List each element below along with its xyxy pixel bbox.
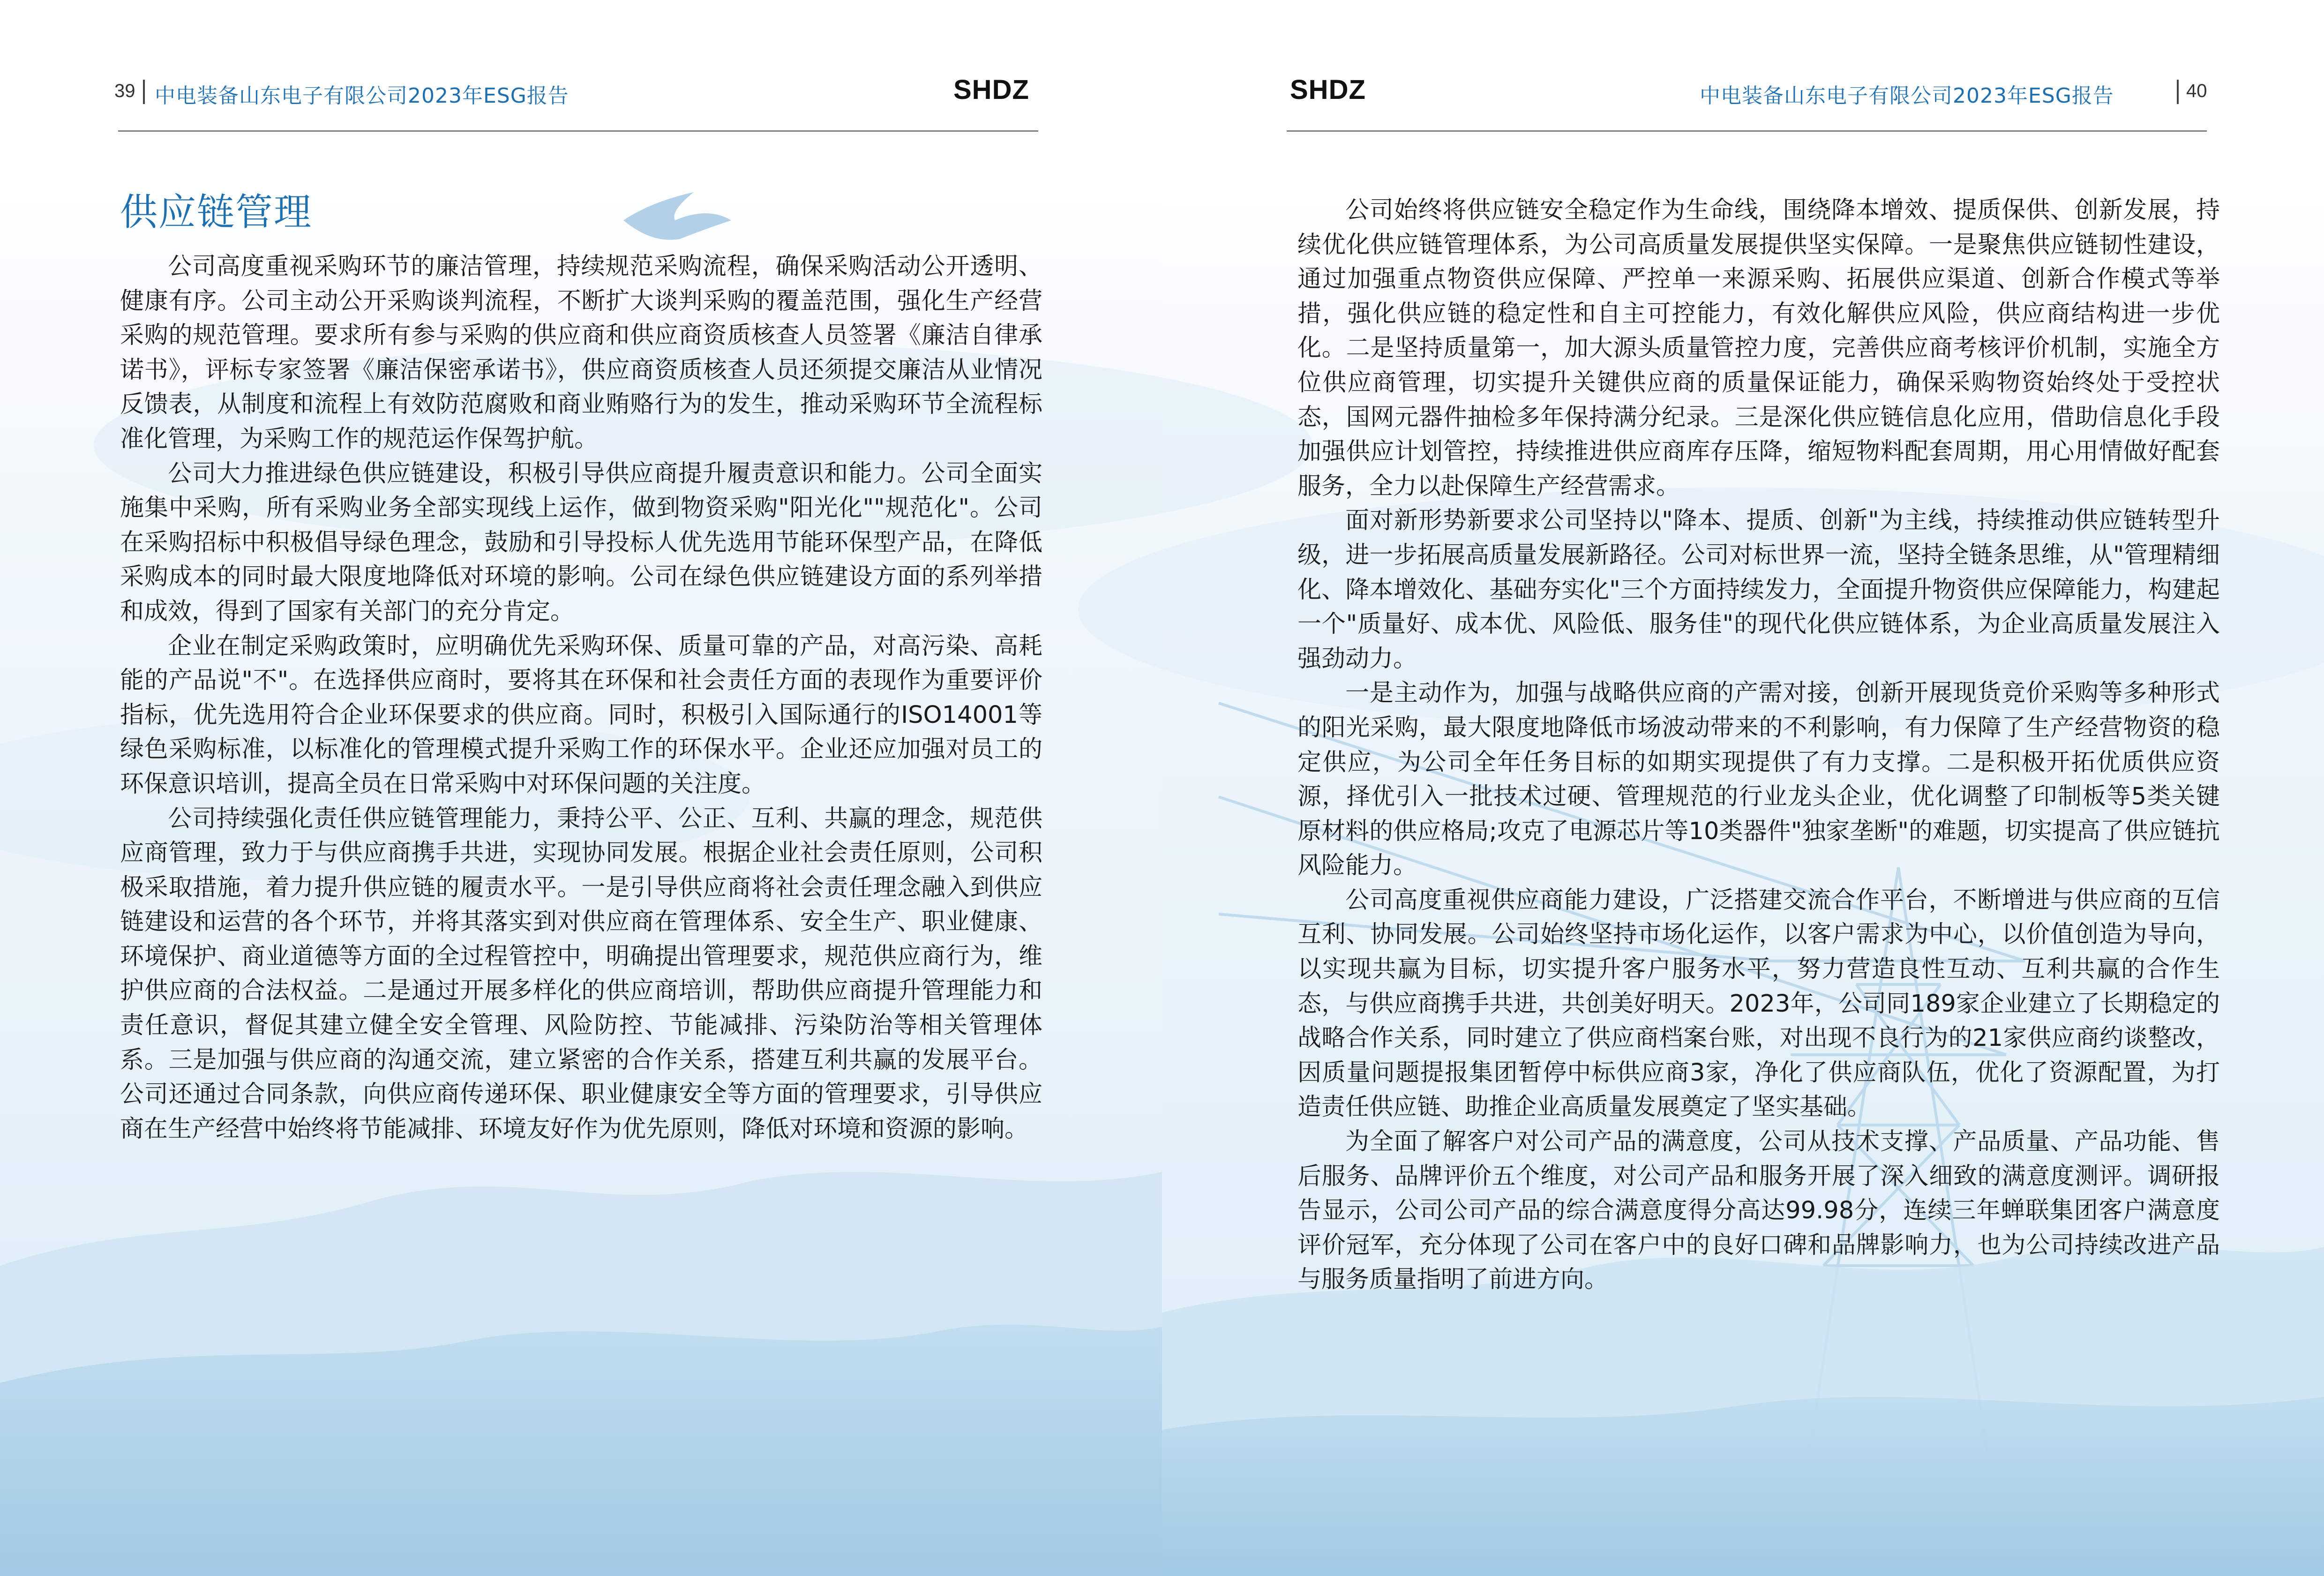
paragraph: 一是主动作为，加强与战略供应商的产需对接，创新开展现货竞价采购等多种形式的阳光采购，最大限度地降低市场波动带来的不利影响，有力保障了生产经营物资的稳定供应，为公司全年任务目标的如期实现提供了有力支撑。二是积极开拓优质供应资源，择优引入一批技术过硬、管理规范的行业龙头企业，优化调整了印制板等5类关键原材料的供应格局;攻克了电源芯片等10类器件"独家垄断"的难题，切实提高了供应链抗风险能力。 — [1297, 679, 2220, 880]
page-number-right: 40 — [2186, 81, 2207, 101]
header-rule-right — [1287, 130, 2207, 132]
paragraph: 公司持续强化责任供应链管理能力，秉持公平、公正、互利、共赢的理念，规范供应商管理，致力于与供应商携手共进，实现协同发展。根据企业社会责任原则，公司积极采取措施，着力提升供应链的履责水平。一是引导供应商将社会责任理念融入到供应链建设和运营的各个环节，并将其落实到对供应商在管理体系、安全生产、职业健康、环境保护、商业道德等方面的全过程管控中，明确提出管理要求，规范供应商行为，维护供应商的合法权益。二是通过开展多样化的供应商培训，帮助供应商提升管理能力和责任意识，督促其建立健全安全管理、风险防控、节能减排、污染防治等相关管理体系。三是加强与供应商的沟通交流，建立紧密的合作关系，搭建互利共赢的发展平台。公司还通过合同条款，向供应商传递环保、职业健康安全等方面的管理要求，引导供应商在生产经营中始终将节能减排、环境友好作为优先原则，降低对环境和资源的影响。 — [120, 804, 1042, 1143]
header-separator-right — [2177, 80, 2179, 104]
paragraph: 公司始终将供应链安全稳定作为生命线，围绕降本增效、提质保供、创新发展，持续优化供应链管理体系，为公司高质量发展提供坚实保障。一是聚焦供应链韧性建设，通过加强重点物资供应保障、严控单一来源采购、拓展供应渠道、创新合作模式等举措，强化供应链的稳定性和自主可控能力，有效化解供应风险，供应商结构进一步优化。二是坚持质量第一，加大源头质量管控力度，完善供应商考核评价机制，实施全方位供应商管理，切实提升关键供应商的质量保证能力，确保采购物资始终处于受控状态，国网元器件抽检多年保持满分纪录。三是深化供应链信息化应用，借助信息化手段加强供应计划管控，持续推进供应商库存压降，缩短物料配套周期，用心用情做好配套服务，全力以赴保障生产经营需求。 — [1297, 196, 2220, 500]
paragraph: 企业在制定采购政策时，应明确优先采购环保、质量可靠的产品，对高污染、高耗能的产品说"不"。在选择供应商时，要将其在环保和社会责任方面的表现作为重要评价指标，优先选用符合企业环保要求的供应商。同时，积极引入国际通行的ISO14001等绿色采购标准，以标准化的管理模式提升采购工作的环保水平。企业还应加强对员工的环保意识培训，提高全员在日常采购中对环保问题的关注度。 — [120, 632, 1042, 798]
report-title-left: 中电装备山东电子有限公司2023年ESG报告 — [155, 84, 569, 108]
paragraph: 公司高度重视采购环节的廉洁管理，持续规范采购流程，确保采购活动公开透明、健康有序。公司主动公开采购谈判流程，不断扩大谈判采购的覆盖范围，强化生产经营采购的规范管理。要求所有参与采购的供应商和供应商资质核查人员签署《廉洁自律承诺书》，评标专家签署《廉洁保密承诺书》，供应商资质核查人员还须提交廉洁从业情况反馈表，从制度和流程上有效防范腐败和商业贿赂行为的发生，推动采购环节全流程标准化管理，为采购工作的规范运作保驾护航。 — [120, 253, 1042, 453]
right-body-text — [1297, 193, 2220, 1297]
brand-logo-right: SHDZ — [1290, 75, 1366, 105]
section-title: 供应链管理 — [120, 190, 312, 234]
paragraph: 公司大力推进绿色供应链建设，积极引导供应商提升履责意识和能力。公司全面实施集中采购，所有采购业务全部实现线上运作，做到物资采购"阳光化""规范化"。公司在采购招标中积极倡导绿色理念，鼓励和引导投标人优先选用节能环保型产品，在降低采购成本的同时最大限度地降低对环境的影响。公司在绿色供应链建设方面的系列举措和成效，得到了国家有关部门的充分肯定。 — [120, 459, 1042, 625]
report-title-right: 中电装备山东电子有限公司2023年ESG报告 — [1700, 84, 2114, 108]
left-body-text — [120, 249, 1042, 1146]
paragraph: 面对新形势新要求公司坚持以"降本、提质、创新"为主线，持续推动供应链转型升级，进一步拓展高质量发展新路径。公司对标世界一流，坚持全链条思维，从"管理精细化、降本增效化、基础夯实化"三个方面持续发力，全面提升物资供应保障能力，构建起一个"质量好、成本优、风险低、服务佳"的现代化供应链体系，为企业高质量发展注入强劲动力。 — [1297, 507, 2220, 673]
header-separator-left — [143, 80, 145, 104]
page-number-left: 39 — [114, 81, 135, 101]
header-rule-left — [118, 130, 1038, 132]
paragraph: 公司高度重视供应商能力建设，广泛搭建交流合作平台，不断增进与供应商的互信互利、协同发展。公司始终坚持市场化运作，以客户需求为中心，以价值创造为导向，以实现共赢为目标，切实提升客户服务水平，努力营造良性互动、互利共赢的合作生态，与供应商携手共进，共创美好明天。2023年，公司同189家企业建立了长期稳定的战略合作关系，同时建立了供应商档案台账，对出现不良行为的21家供应商约谈整改，因质量问题提报集团暂停中标供应商3家，净化了供应商队伍，优化了资源配置，为打造责任供应链、助推企业高质量发展奠定了坚实基础。 — [1297, 886, 2220, 1121]
brand-logo-left: SHDZ — [953, 75, 1029, 105]
paragraph: 为全面了解客户对公司产品的满意度，公司从技术支撑、产品质量、产品功能、售后服务、品牌评价五个维度，对公司产品和服务开展了深入细致的满意度测评。调研报告显示，公司公司产品的综合满意度得分高达99.98分，连续三年蝉联集团客户满意度评价冠军，充分体现了公司在客户中的良好口碑和品牌影响力，也为公司持续改进产品与服务质量指明了前进方向。 — [1297, 1128, 2220, 1294]
